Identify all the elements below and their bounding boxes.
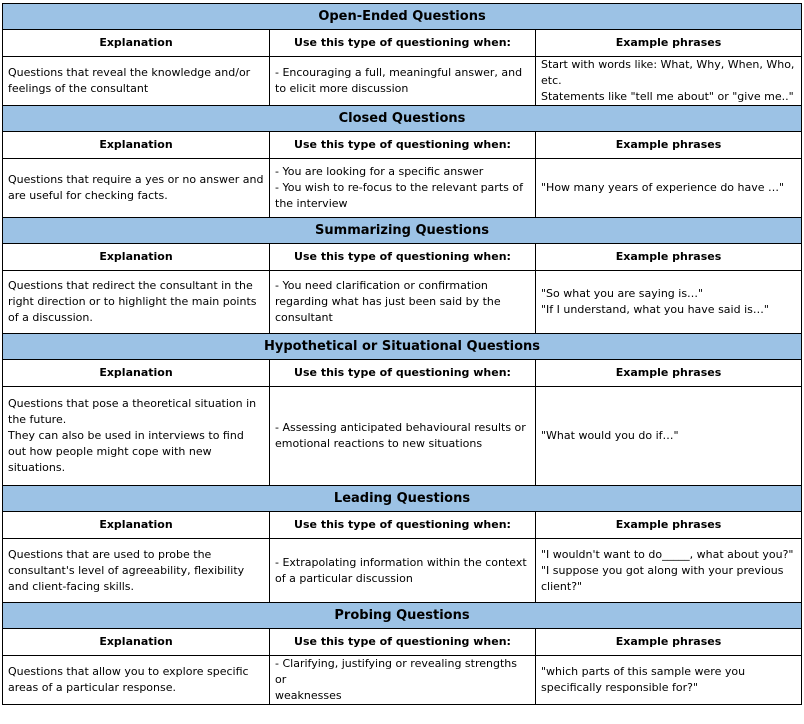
- header-when[interactable]: Use this type of questioning when:: [270, 360, 536, 387]
- section-title-row: [3, 334, 802, 360]
- header-examples[interactable]: Example phrases: [536, 360, 802, 387]
- header-when[interactable]: Use this type of questioning when:: [270, 629, 536, 656]
- when-cell[interactable]: - Clarifying, justifying or revealing strengths or weaknesses: [270, 656, 536, 705]
- when-cell[interactable]: - Encouraging a full, meaningful answer, and to elicit more discussion: [270, 57, 536, 106]
- questioning-types-table: [2, 3, 802, 705]
- example-phrases-cell[interactable]: "How many years of experience do have …": [536, 159, 802, 218]
- column-header-row: [3, 132, 802, 159]
- when-cell[interactable]: - You are looking for a specific answer - You wish to re-focus to the relevant parts of the interview: [270, 159, 536, 218]
- header-explanation[interactable]: Explanation: [3, 512, 270, 539]
- header-when[interactable]: Use this type of questioning when:: [270, 244, 536, 271]
- when-cell[interactable]: - Extrapolating information within the context of a particular discussion: [270, 539, 536, 603]
- header-examples[interactable]: Example phrases: [536, 629, 802, 656]
- header-when[interactable]: Use this type of questioning when:: [270, 132, 536, 159]
- section-body-row: [3, 539, 802, 603]
- example-phrases-cell[interactable]: "So what you are saying is…" "If I understand, what you have said is…": [536, 271, 802, 334]
- explanation-cell[interactable]: Questions that require a yes or no answer and are useful for checking facts.: [3, 159, 270, 218]
- column-header-row: [3, 244, 802, 271]
- column-header-row: [3, 30, 802, 57]
- explanation-cell[interactable]: Questions that reveal the knowledge and/or feelings of the consultant: [3, 57, 270, 106]
- header-examples[interactable]: Example phrases: [536, 244, 802, 271]
- section-title[interactable]: Hypothetical or Situational Questions: [3, 334, 802, 360]
- section-title[interactable]: Summarizing Questions: [3, 218, 802, 244]
- example-phrases-cell[interactable]: "What would you do if…": [536, 387, 802, 486]
- section-title[interactable]: Open-Ended Questions: [3, 4, 802, 30]
- header-when[interactable]: Use this type of questioning when:: [270, 30, 536, 57]
- when-cell[interactable]: - Assessing anticipated behavioural results or emotional reactions to new situations: [270, 387, 536, 486]
- column-header-row: [3, 512, 802, 539]
- section-body-row: [3, 271, 802, 334]
- section-body-row: [3, 57, 802, 106]
- column-header-row: [3, 629, 802, 656]
- example-phrases-cell[interactable]: "which parts of this sample were you specifically responsible for?": [536, 656, 802, 705]
- header-examples[interactable]: Example phrases: [536, 512, 802, 539]
- header-explanation[interactable]: Explanation: [3, 360, 270, 387]
- example-phrases-cell[interactable]: "I wouldn't want to do_____, what about you?" "I suppose you got along with your previous client?": [536, 539, 802, 603]
- column-header-row: [3, 360, 802, 387]
- section-body-row: [3, 159, 802, 218]
- when-cell[interactable]: - You need clarification or confirmation regarding what has just been said by the consultant: [270, 271, 536, 334]
- explanation-cell[interactable]: Questions that are used to probe the consultant's level of agreeability, flexibility and client-facing skills.: [3, 539, 270, 603]
- section-body-row: [3, 656, 802, 705]
- section-title-row: [3, 603, 802, 629]
- header-explanation[interactable]: Explanation: [3, 629, 270, 656]
- section-title-row: [3, 218, 802, 244]
- header-explanation[interactable]: Explanation: [3, 30, 270, 57]
- section-title[interactable]: Leading Questions: [3, 486, 802, 512]
- section-title[interactable]: Closed Questions: [3, 106, 802, 132]
- section-title-row: [3, 486, 802, 512]
- header-examples[interactable]: Example phrases: [536, 30, 802, 57]
- header-explanation[interactable]: Explanation: [3, 244, 270, 271]
- explanation-cell[interactable]: Questions that pose a theoretical situation in the future. They can also be used in interviews to find out how people might cope with new situations.: [3, 387, 270, 486]
- example-phrases-cell[interactable]: Start with words like: What, Why, When, Who, etc. Statements like "tell me about" or "give me..": [536, 57, 802, 106]
- header-explanation[interactable]: Explanation: [3, 132, 270, 159]
- section-title-row: [3, 106, 802, 132]
- explanation-cell[interactable]: Questions that allow you to explore specific areas of a particular response.: [3, 656, 270, 705]
- header-examples[interactable]: Example phrases: [536, 132, 802, 159]
- section-title-row: [3, 4, 802, 30]
- section-body-row: [3, 387, 802, 486]
- explanation-cell[interactable]: Questions that redirect the consultant in the right direction or to highlight the main points of a discussion.: [3, 271, 270, 334]
- header-when[interactable]: Use this type of questioning when:: [270, 512, 536, 539]
- section-title[interactable]: Probing Questions: [3, 603, 802, 629]
